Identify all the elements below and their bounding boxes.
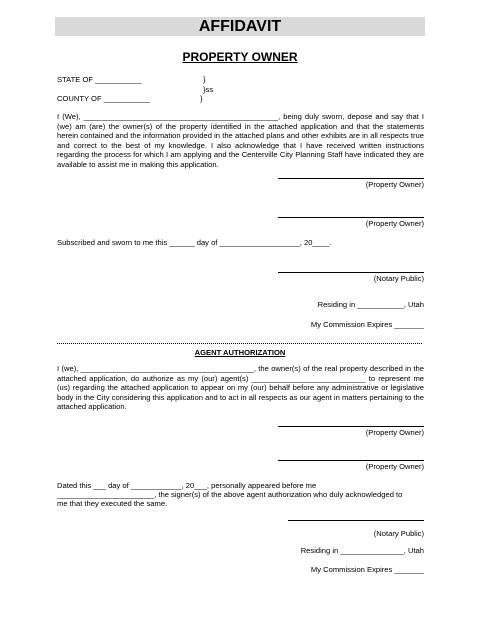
commission-line-1: My Commission Expires _______ — [310, 320, 424, 329]
signature-line — [278, 460, 424, 461]
owner-affidavit-paragraph: I (We), ______________________________________________, being duly sworn, depose and say that I (we) am (are) the owner(s) of the property identified in the attached application and that the statements herein contained and the information provided in the attached plans and other exhibits are in all respects true and correct to the best of my knowledge. I also acknowledge that I have received written instructions regarding the process for which I am applying and the Centerville City Planning Staff have indicated they are available to assist me in making this application. — [57, 112, 424, 169]
signature-line — [278, 272, 424, 273]
dated-line-1: Dated this ___ day of ____________, 20___, personally appeared before me — [57, 481, 317, 490]
signature-caption: (Property Owner) — [365, 180, 424, 189]
property-owner-signature-1 — [278, 178, 424, 190]
residing-line-2: Residing in _______________, Utah — [300, 546, 424, 555]
signature-line — [278, 426, 424, 427]
signature-line — [278, 217, 424, 218]
section-divider — [57, 343, 422, 344]
dated-line-3: me that they executed the same. — [57, 499, 168, 508]
subscribed-sworn-line: Subscribed and sworn to me this ______ day of ___________________, 20____. — [57, 238, 332, 247]
property-owner-signature-4 — [278, 460, 424, 472]
signature-caption: (Property Owner) — [365, 462, 424, 471]
signature-caption: (Notary Public) — [373, 274, 424, 283]
signature-line — [278, 178, 424, 179]
agent-authorization-paragraph: I (we), _________________________________________, the owner(s) of the real property described in the attached application, do authorize as my (our) agent(s) ___________________________ to represent me (us) regarding the attached application to appear on my (our) behalf before any administrative or legislative body in the City considering this application and to act in all respects as our agent in matters pertaining to the attached application. — [57, 364, 424, 412]
signature-caption: (Notary Public) — [373, 529, 424, 538]
agent-authorization-heading: AGENT AUTHORIZATION — [194, 348, 286, 357]
document-subtitle: PROPERTY OWNER — [182, 50, 298, 64]
dated-line-2: _______________________, the signer(s) of the above agent authorization who duly acknowledged to — [57, 490, 403, 499]
state-field: STATE OF ___________ — [57, 75, 142, 84]
notary-signature-2 — [288, 520, 424, 539]
signature-caption: (Property Owner) — [365, 219, 424, 228]
commission-line-2: My Commission Expires _______ — [310, 565, 424, 574]
venue-ss: }ss — [203, 85, 214, 94]
document-title: AFFIDAVIT — [55, 17, 425, 36]
property-owner-signature-2 — [278, 217, 424, 229]
residing-line-1: Residing in ___________, Utah — [317, 300, 424, 309]
county-field: COUNTY OF ___________ — [57, 94, 151, 103]
property-owner-signature-3 — [278, 426, 424, 438]
venue-brace-top: } — [203, 75, 206, 84]
signature-line — [288, 520, 424, 521]
notary-signature-1 — [278, 272, 424, 284]
signature-caption: (Property Owner) — [365, 428, 424, 437]
venue-brace-bottom: } — [200, 94, 203, 103]
